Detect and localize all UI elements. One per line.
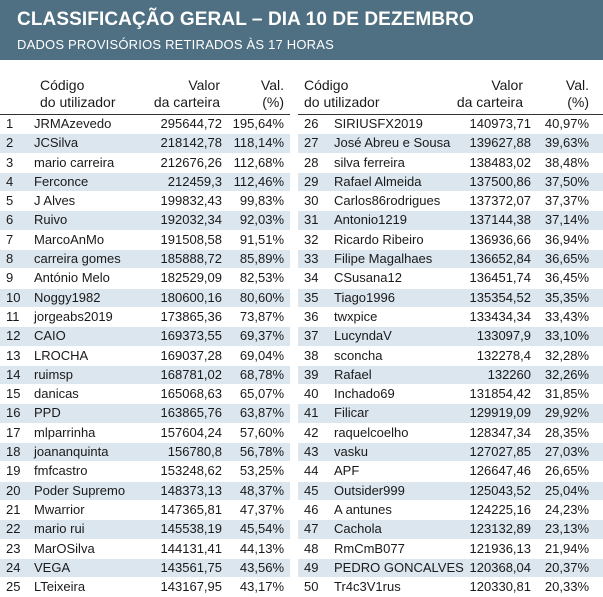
rank-cell: 50 [304,579,319,595]
rank-cell: 25 [6,579,21,595]
rank-cell: 33 [304,251,319,267]
portfolio-value-cell: 148373,13 [160,482,222,498]
username-cell: PEDRO GONCALVES [334,559,464,575]
portfolio-value-cell: 133097,9 [476,328,531,344]
column-header-code: Código do utilizador [304,77,380,110]
percent-change-cell: 45,54% [239,521,284,537]
username-cell: RmCmB077 [334,540,405,556]
rank-cell: 44 [304,463,319,479]
percent-change-cell: 80,60% [239,289,284,305]
rank-cell: 32 [304,231,319,247]
percent-change-cell: 32,26% [544,366,589,382]
portfolio-value-cell: 156780,8 [167,444,222,460]
username-cell: joananquinta [34,444,109,460]
username-cell: JCSilva [34,135,79,151]
table-row [0,385,290,404]
username-cell: jorgeabs2019 [34,308,113,324]
percent-change-cell: 20,33% [544,579,589,595]
percent-change-cell: 91,51% [239,231,284,247]
portfolio-value-cell: 212676,26 [160,154,222,170]
percent-change-cell: 31,85% [544,386,589,402]
portfolio-value-cell: 137144,38 [469,212,531,228]
percent-change-cell: 68,78% [239,366,284,382]
username-cell: António Melo [34,270,110,286]
portfolio-value-cell: 153248,62 [160,463,222,479]
rank-cell: 14 [6,366,21,382]
username-cell: Rafael Almeida [334,173,422,189]
percent-change-cell: 37,37% [544,193,589,209]
table-row [0,404,290,423]
table-row [0,173,290,192]
percent-change-cell: 27,03% [544,444,589,460]
rank-cell: 48 [304,540,319,556]
rank-cell: 40 [304,386,319,402]
username-cell: vasku [334,444,368,460]
percent-change-cell: 85,89% [239,251,284,267]
portfolio-value-cell: 131854,42 [469,386,531,402]
portfolio-value-cell: 132260 [487,366,531,382]
table-row [0,250,290,269]
portfolio-value-cell: 295644,72 [160,116,222,131]
page-subtitle: DADOS PROVISÓRIOS RETIRADOS ÀS 17 HORAS [17,37,334,52]
username-cell: Filicar [334,405,369,421]
username-cell: Tiago1996 [334,289,395,305]
table-row [298,462,603,481]
percent-change-cell: 82,53% [239,270,284,286]
table-row [0,462,290,481]
rank-cell: 18 [6,444,21,460]
percent-change-cell: 21,94% [544,540,589,556]
percent-change-cell: 40,97% [544,116,589,131]
username-cell: carreira gomes [34,251,121,267]
percent-change-cell: 43,17% [239,579,284,595]
table-row [298,115,603,134]
portfolio-value-cell: 192032,34 [160,212,222,228]
username-cell: Outsider999 [334,482,405,498]
rank-cell: 45 [304,482,319,498]
percent-change-cell: 43,56% [239,559,284,575]
portfolio-value-cell: 185888,72 [160,251,222,267]
rank-cell: 38 [304,347,319,363]
table-row [0,578,290,597]
portfolio-value-cell: 212459,3 [167,173,222,189]
percent-change-cell: 53,25% [239,463,284,479]
username-cell: LTeixeira [34,579,86,595]
username-cell: raquelcoelho [334,424,409,440]
portfolio-value-cell: 132278,4 [476,347,531,363]
percent-change-cell: 47,37% [239,501,284,517]
percent-change-cell: 33,43% [544,308,589,324]
portfolio-value-cell: 128347,34 [469,424,531,440]
rank-cell: 1 [6,116,14,131]
username-cell: mario rui [34,521,85,537]
table-row [298,404,603,423]
portfolio-value-cell: 169037,28 [160,347,222,363]
portfolio-value-cell: 173865,36 [160,308,222,324]
table-row [298,501,603,520]
percent-change-cell: 25,04% [544,482,589,498]
rank-cell: 34 [304,270,319,286]
username-cell: JRMAzevedo [34,116,112,131]
portfolio-value-cell: 137500,86 [469,173,531,189]
portfolio-value-cell: 144131,41 [160,540,222,556]
table-row [0,115,290,134]
percent-change-cell: 24,23% [544,501,589,517]
username-cell: sconcha [334,347,383,363]
table-row [0,269,290,288]
percent-change-cell: 29,92% [544,405,589,421]
percent-change-cell: 112,68% [233,154,284,170]
username-cell: PPD [34,405,61,421]
table-row [0,501,290,520]
percent-change-cell: 33,10% [544,328,589,344]
rank-cell: 2 [6,135,14,151]
username-cell: LROCHA [34,347,89,363]
username-cell: MarcoAnMo [34,231,105,247]
username-cell: CSusana12 [334,270,402,286]
percent-change-cell: 23,13% [544,521,589,537]
table-row [298,347,603,366]
portfolio-value-cell: 157604,24 [160,424,222,440]
username-cell: Antonio1219 [334,212,408,228]
username-cell: A antunes [334,501,392,517]
table-row [298,154,603,173]
username-cell: VEGA [34,559,71,575]
rank-cell: 13 [6,347,21,363]
percent-change-cell: 32,28% [544,347,589,363]
percent-change-cell: 36,94% [544,231,589,247]
portfolio-value-cell: 136652,84 [469,251,531,267]
rank-cell: 12 [6,328,21,344]
percent-change-cell: 37,14% [544,212,589,228]
header-banner [0,0,603,60]
table-row [0,211,290,230]
table-row [298,327,603,346]
portfolio-value-cell: 138483,02 [469,154,531,170]
table-row [298,289,603,308]
portfolio-value-cell: 139627,88 [469,135,531,151]
rank-cell: 24 [6,559,21,575]
rank-cell: 6 [6,212,14,228]
table-row [298,424,603,443]
portfolio-value-cell: 126647,46 [469,463,531,479]
portfolio-value-cell: 218142,78 [160,135,222,151]
username-cell: Noggy1982 [34,289,101,305]
rank-cell: 47 [304,521,319,537]
column-divider [293,77,294,547]
username-cell: APF [334,463,360,479]
table-row [298,134,603,153]
percent-change-cell: 195,64% [232,116,284,131]
username-cell: Carlos86rodrigues [334,193,441,209]
username-cell: LucyndaV [334,328,392,344]
table-header [0,77,290,114]
table-row [298,308,603,327]
portfolio-value-cell: 163865,76 [160,405,222,421]
column-header-value: Valor da carteira [153,77,220,110]
table-row [298,231,603,250]
table-row [0,231,290,250]
rank-cell: 22 [6,521,21,537]
rank-cell: 27 [304,135,319,151]
username-cell: Mwarrior [34,501,85,517]
portfolio-value-cell: 182529,09 [160,270,222,286]
percent-change-cell: 35,35% [544,289,589,305]
portfolio-value-cell: 120330,81 [469,579,531,595]
rank-cell: 46 [304,501,319,517]
percent-change-cell: 38,48% [544,154,589,170]
column-header-pct: Val. (%) [565,77,589,110]
username-cell: Tr4c3V1rus [334,579,401,595]
portfolio-value-cell: 143561,75 [160,559,222,575]
portfolio-value-cell: 137372,07 [469,193,531,209]
table-row [298,520,603,539]
column-header-value: Valor da carteira [456,77,523,110]
username-cell: J Alves [34,193,76,209]
table-row [0,482,290,501]
rank-cell: 39 [304,366,319,382]
table-row [0,520,290,539]
rank-cell: 4 [6,173,14,189]
ranking-table-right [298,77,603,595]
portfolio-value-cell: 199832,43 [160,193,222,209]
table-row [298,482,603,501]
percent-change-cell: 63,87% [239,405,284,421]
rank-cell: 28 [304,154,319,170]
portfolio-value-cell: 180600,16 [160,289,222,305]
table-row [298,385,603,404]
portfolio-value-cell: 120368,04 [469,559,531,575]
portfolio-value-cell: 127027,85 [469,444,531,460]
portfolio-value-cell: 147365,81 [160,501,222,517]
table-row [0,327,290,346]
portfolio-value-cell: 121936,13 [469,540,531,556]
rank-cell: 7 [6,231,14,247]
percent-change-cell: 37,50% [544,173,589,189]
table-row [0,289,290,308]
table-body [0,114,290,597]
table-row [298,250,603,269]
portfolio-value-cell: 145538,19 [160,521,222,537]
table-row [0,192,290,211]
percent-change-cell: 57,60% [239,424,284,440]
percent-change-cell: 28,35% [544,424,589,440]
portfolio-value-cell: 165068,63 [160,386,222,402]
percent-change-cell: 69,37% [239,328,284,344]
rank-cell: 23 [6,540,21,556]
portfolio-value-cell: 143167,95 [160,579,222,595]
username-cell: Ruivo [34,212,68,228]
percent-change-cell: 112,46% [233,173,284,189]
rank-cell: 30 [304,193,319,209]
portfolio-value-cell: 135354,52 [469,289,531,305]
table-row [298,559,603,578]
rank-cell: 9 [6,270,14,286]
table-row [0,366,290,385]
table-row [298,366,603,385]
table-row [0,134,290,153]
table-row [0,154,290,173]
username-cell: mario carreira [34,154,115,170]
username-cell: MarOSilva [34,540,95,556]
percent-change-cell: 48,37% [239,482,284,498]
rank-cell: 41 [304,405,319,421]
username-cell: ruimsp [34,366,74,382]
rank-cell: 17 [6,424,21,440]
table-row [0,443,290,462]
username-cell: Filipe Magalhaes [334,251,433,267]
percent-change-cell: 118,14% [233,135,284,151]
percent-change-cell: 73,87% [239,308,284,324]
table-row [298,211,603,230]
rank-cell: 49 [304,559,319,575]
username-cell: fmfcastro [34,463,88,479]
username-cell: silva ferreira [334,154,405,170]
portfolio-value-cell: 136451,74 [469,270,531,286]
portfolio-value-cell: 123132,89 [469,521,531,537]
rank-cell: 21 [6,501,21,517]
page-title: CLASSIFICAÇÃO GERAL – DIA 10 DE DEZEMBRO [17,9,474,30]
username-cell: mlparrinha [34,424,96,440]
rank-cell: 42 [304,424,319,440]
portfolio-value-cell: 191508,58 [160,231,222,247]
rank-cell: 37 [304,328,319,344]
rank-cell: 8 [6,251,14,267]
rank-cell: 16 [6,405,21,421]
table-body [298,114,603,597]
percent-change-cell: 99,83% [239,193,284,209]
percent-change-cell: 65,07% [239,386,284,402]
rank-cell: 26 [304,116,319,131]
username-cell: José Abreu e Sousa [334,135,451,151]
table-row [0,308,290,327]
percent-change-cell: 26,65% [544,463,589,479]
percent-change-cell: 92,03% [239,212,284,228]
rank-cell: 5 [6,193,14,209]
table-row [0,347,290,366]
table-row [298,578,603,597]
rank-cell: 15 [6,386,21,402]
table-row [298,443,603,462]
table-header [298,77,603,114]
rank-cell: 43 [304,444,319,460]
rank-cell: 35 [304,289,319,305]
rank-cell: 3 [6,154,14,170]
rank-cell: 19 [6,463,21,479]
username-cell: danicas [34,386,79,402]
table-row [298,269,603,288]
rank-cell: 36 [304,308,319,324]
percent-change-cell: 36,45% [544,270,589,286]
portfolio-value-cell: 125043,52 [469,482,531,498]
portfolio-value-cell: 168781,02 [160,366,222,382]
rank-cell: 11 [6,308,20,324]
username-cell: Inchado69 [334,386,395,402]
column-header-code: Código do utilizador [40,77,116,110]
username-cell: Poder Supremo [34,482,126,498]
column-header-pct: Val. (%) [260,77,284,110]
username-cell: Ricardo Ribeiro [334,231,424,247]
table-row [298,192,603,211]
portfolio-value-cell: 169373,55 [160,328,222,344]
percent-change-cell: 36,65% [544,251,589,267]
rank-cell: 29 [304,173,319,189]
portfolio-value-cell: 140973,71 [469,116,531,131]
ranking-table-left [0,77,290,595]
portfolio-value-cell: 136936,66 [469,231,531,247]
percent-change-cell: 56,78% [239,444,284,460]
portfolio-value-cell: 129919,09 [469,405,531,421]
table-row [298,540,603,559]
rank-cell: 20 [6,482,21,498]
username-cell: Ferconce [34,173,89,189]
portfolio-value-cell: 124225,16 [469,501,531,517]
table-row [298,173,603,192]
table-row [0,540,290,559]
portfolio-value-cell: 133434,34 [469,308,531,324]
rank-cell: 31 [304,212,319,228]
username-cell: Cachola [334,521,382,537]
table-row [0,424,290,443]
percent-change-cell: 69,04% [239,347,284,363]
username-cell: twxpice [334,308,378,324]
username-cell: SIRIUSFX2019 [334,116,423,131]
username-cell: Rafael [334,366,372,382]
rank-cell: 10 [6,289,21,305]
percent-change-cell: 39,63% [544,135,589,151]
percent-change-cell: 44,13% [239,540,284,556]
percent-change-cell: 20,37% [544,559,589,575]
username-cell: CAIO [34,328,66,344]
table-row [0,559,290,578]
